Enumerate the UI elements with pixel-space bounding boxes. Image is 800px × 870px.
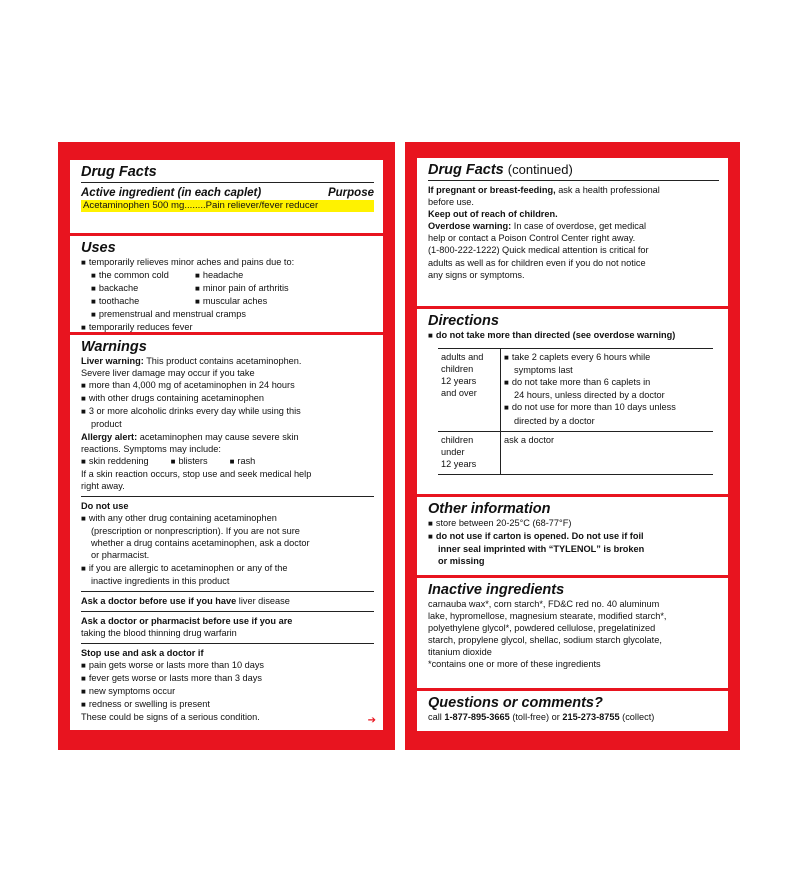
drug-facts-right-panel [405,142,740,750]
do-not-use-item-cont: whether a drug contains acetaminophen, ask a doctor [91,538,310,549]
symptom-item: ■ rash [230,455,256,468]
warnings-title: Warnings [81,339,147,355]
divider [81,182,374,183]
warning-item: ■ 3 or more alcoholic drinks every day while using this [81,405,374,418]
drug-facts-box [70,160,383,233]
use-item: ■ minor pain of arthritis [195,282,299,295]
use-fever: ■ temporarily reduces fever [81,321,374,332]
inactive-ingredients-text: carnauba wax*, corn starch*, FD&C red no. 40 aluminum [428,599,660,609]
pregnancy-text: before use. [428,197,474,208]
do-not-use-item-cont: inactive ingredients in this product [91,575,230,586]
ask-doctor-label: Ask a doctor before use if you have [81,595,237,606]
allergy-alert-text: acetaminophen may cause severe skin [139,431,299,442]
use-item: ■ muscular aches [195,295,299,308]
other-info-item-cont: or missing [438,556,485,567]
overdose-text: any signs or symptoms. [428,269,525,280]
overdose-text: In case of overdose, get medical [513,221,647,232]
do-not-use-item-cont: (prescription or nonprescription). If you are not sure [91,526,300,537]
warning-item: ■ more than 4,000 mg of acetaminophen in 24 hours [81,379,374,392]
overdose-text: (1-800-222-1222) Quick medical attention is critical for [428,245,649,256]
uses-intro: ■ temporarily relieves minor aches and pains due to: [81,256,374,269]
phone-collect-link[interactable]: 215-273-8755 [562,712,620,722]
questions-box [417,691,728,731]
other-info-item: ■ store between 20-25°C (68-77°F) [428,517,719,530]
use-item: ■ the common cold [91,269,195,282]
allergy-alert-label: Allergy alert: [81,431,138,442]
other-information-box [417,497,728,575]
drug-facts-continued-title: Drug Facts [428,162,504,178]
overdose-text: help or contact a Poison Control Center right away. [428,233,636,244]
inactive-ingredients-text: polyethylene glycol*, powdered cellulose, pregelatinized [428,623,656,634]
dosage-group-cell: adults and children 12 years and over [438,349,501,432]
do-not-use-item: ■ if you are allergic to acetaminophen or any of the [81,562,374,575]
active-ingredient-header [81,186,374,200]
uses-row [81,269,374,282]
dosage-group-cell: children under 12 years [438,431,501,474]
drug-facts-continued-box [417,158,728,306]
pregnancy-text: ask a health professional [558,185,660,195]
ask-pharmacist-text: taking the blood thinning drug warfarin [81,627,237,638]
uses-box [70,236,383,332]
directions-note: ■ do not take more than directed (see overdose warning) [428,329,719,342]
other-information-title: Other information [428,501,551,517]
liver-warning-text: Severe liver damage may occur if you take [81,368,255,379]
inactive-ingredients-text: lake, hypromellose, magnesium stearate, modified starch*, [428,611,667,622]
questions-contact: call 1-877-895-3665 (toll-free) or 215-273-8755 (collect) [428,712,655,722]
use-item: ■ premenstrual and menstrual cramps [81,308,374,321]
stop-use-item: ■ pain gets worse or lasts more than 10 days [81,659,374,672]
dosage-table [438,348,713,475]
warning-item: ■ with other drugs containing acetaminophen [81,392,374,405]
divider [81,643,374,644]
do-not-use-item-cont: or pharmacist. [91,550,150,561]
use-item: ■ backache [91,282,195,295]
inactive-ingredients-title: Inactive ingredients [428,582,565,598]
active-ingredient-label: Active ingredient (in each caplet) [81,187,262,199]
inactive-ingredients-note: *contains one or more of these ingredients [428,659,601,670]
table-row [438,349,713,432]
drug-facts-title: Drug Facts [81,164,157,180]
dosage-instruction-cell: ■ take 2 caplets every 6 hours while symptoms last ■ do not take more than 6 caplets in 24 hours, unless directed by a doctor ■ do not use for more than 10 days unless directed by a doctor [501,349,714,432]
inactive-ingredients-text: titanium dioxide [428,647,492,658]
liver-warning-text: This product contains acetaminophen. [146,356,302,366]
divider [81,496,374,497]
overdose-text: adults as well as for children even if you do not notice [428,257,646,268]
directions-box [417,309,728,494]
serious-condition-text: These could be signs of a serious condition. [81,712,260,723]
purpose-label: Purpose [327,187,374,199]
use-item: ■ toothache [91,295,195,308]
phone-tollfree-link[interactable]: 1-877-895-3665 [444,712,510,722]
warning-item-cont: product [91,419,122,430]
directions-title: Directions [428,313,499,329]
drug-facts-left-panel [58,142,395,750]
ask-pharmacist-label: Ask a doctor or pharmacist before use if you are [81,615,293,626]
overdose-label: Overdose warning: [428,221,512,232]
continue-arrow-icon: ➔ [367,715,376,726]
symptom-item: ■ blisters [171,455,208,468]
do-not-use-title: Do not use [81,501,129,512]
use-item: ■ headache [195,269,299,282]
allergy-alert-text: reactions. Symptoms may include: [81,443,221,454]
uses-row [81,295,374,308]
active-ingredient-line: Acetaminophen 500 mg........Pain reliever/fever reducer [81,200,374,212]
divider [428,180,719,181]
dosage-instruction-cell: ask a doctor [501,431,714,474]
other-info-item-cont: inner seal imprinted with “TYLENOL” is broken [438,544,645,555]
other-info-item: ■ do not use if carton is opened. Do not use if foil [428,530,719,543]
skin-reaction-text: right away. [81,480,125,491]
stop-use-title: Stop use and ask a doctor if [81,647,204,658]
inactive-ingredients-box [417,578,728,688]
symptom-item: ■ skin reddening [81,455,149,468]
uses-row [81,282,374,295]
keep-out-of-reach: Keep out of reach of children. [428,209,558,220]
continued-suffix: (continued) [507,162,573,177]
skin-reaction-text: If a skin reaction occurs, stop use and seek medical help [81,468,312,479]
stop-use-item: ■ redness or swelling is present [81,698,374,711]
liver-warning-label: Liver warning: [81,356,144,366]
symptom-row [81,455,374,468]
uses-title: Uses [81,240,116,256]
pregnancy-label: If pregnant or breast-feeding, [428,185,556,195]
divider [81,611,374,612]
warnings-box [70,335,383,730]
questions-title: Questions or comments? [428,695,603,711]
ask-doctor-text: liver disease [238,595,290,606]
stop-use-item: ■ fever gets worse or lasts more than 3 days [81,672,374,685]
divider [81,591,374,592]
inactive-ingredients-text: starch, propylene glycol, shellac, sodium starch glycolate, [428,635,662,646]
table-row [438,431,713,474]
do-not-use-item: ■ with any other drug containing acetaminophen [81,512,374,525]
stop-use-item: ■ new symptoms occur [81,685,374,698]
